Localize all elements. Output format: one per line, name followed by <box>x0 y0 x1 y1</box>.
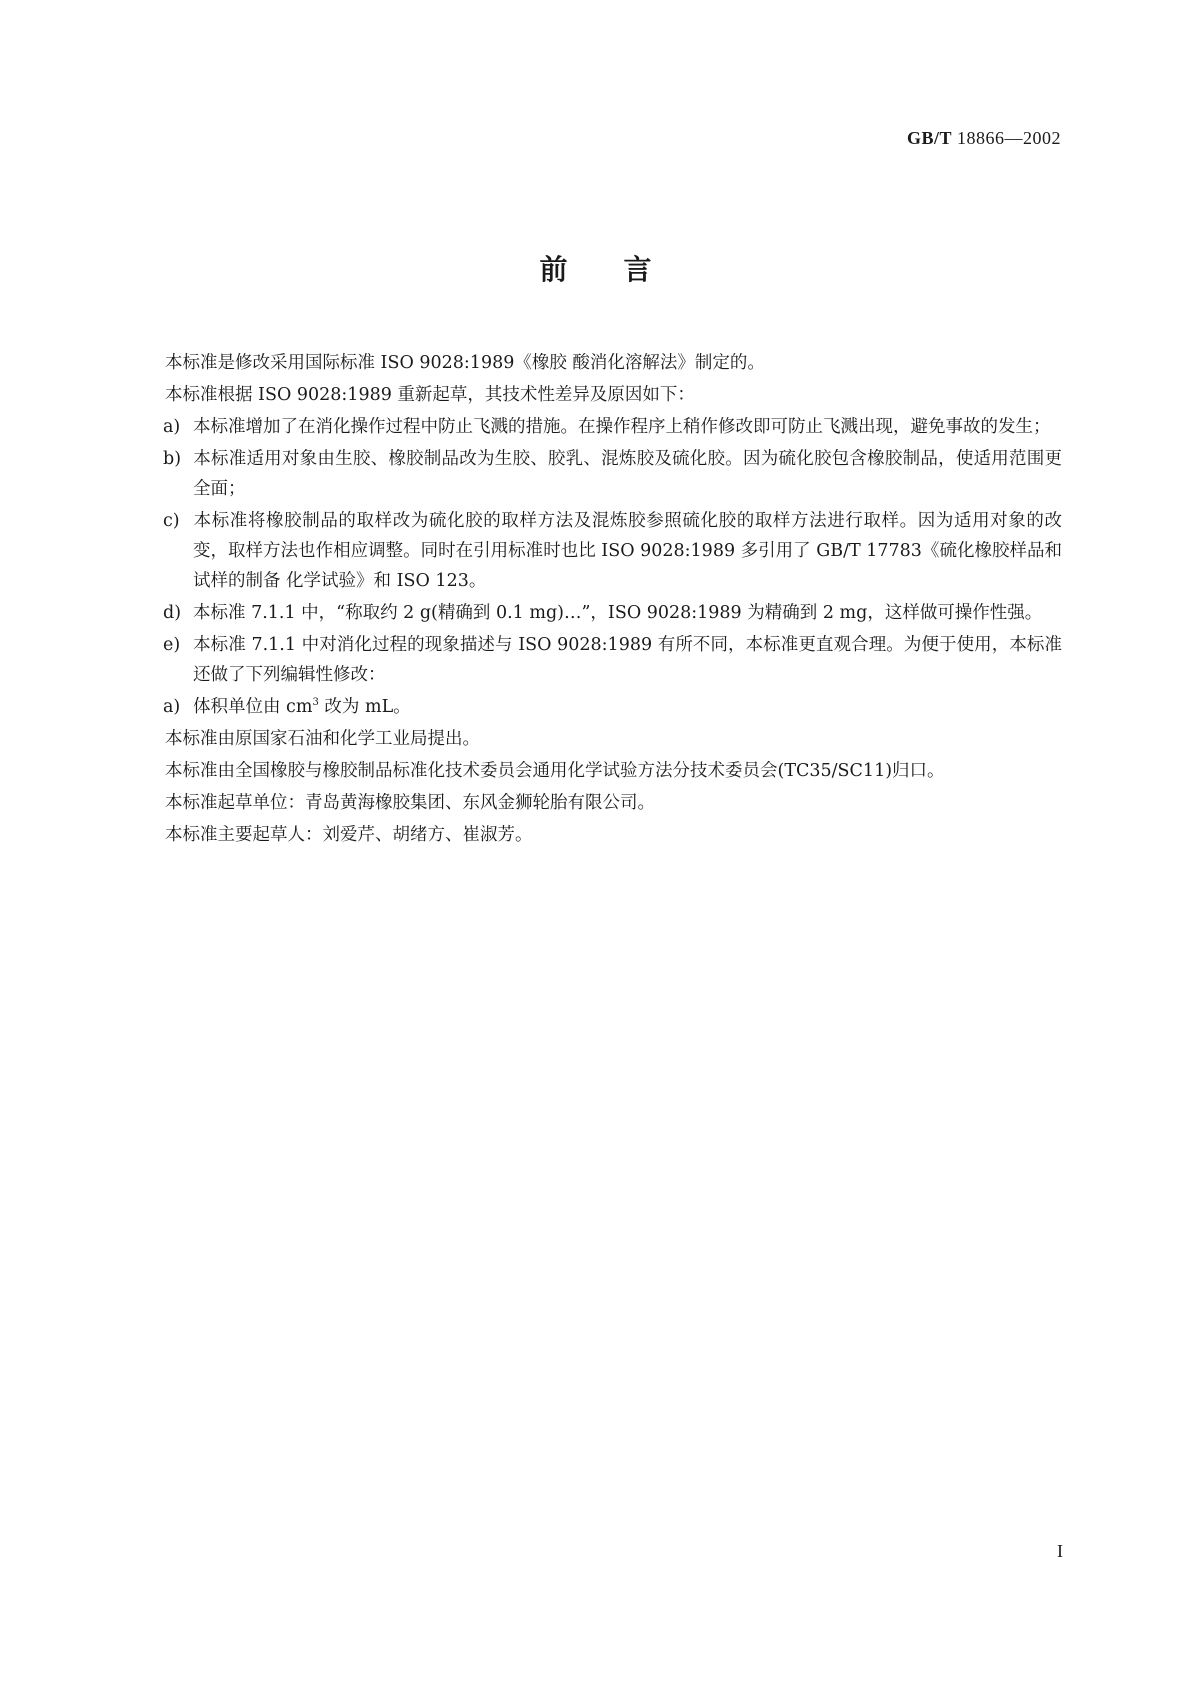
standard-code-prefix: GB/T <box>906 128 952 148</box>
list-item-text: 本标准适用对象由生胶、橡胶制品改为生胶、胶乳、混炼胶及硫化胶。因为硫化胶包含橡胶制品，使适用范围更全面； <box>193 449 1062 499</box>
paragraph-proposer: 本标准由原国家石油和化学工业局提出。 <box>165 729 480 749</box>
list-item-label: e) <box>163 635 181 655</box>
list-item-a <box>130 412 1062 442</box>
paragraph-adoption: 本标准是修改采用国际标准 ISO 9028:1989《橡胶 酸消化溶解法》制定的。 <box>165 353 765 373</box>
list-item-label: a) <box>163 697 181 717</box>
paragraph-drafters: 本标准主要起草人：刘爱芹、胡绪方、崔淑芳。 <box>165 825 533 845</box>
list-item-b <box>130 444 1062 504</box>
list-item-a-editorial <box>130 692 1062 722</box>
unit-superscript: 3 <box>312 697 319 709</box>
paragraph-drafting-units: 本标准起草单位：青岛黄海橡胶集团、东风金狮轮胎有限公司。 <box>165 793 655 813</box>
list-item-label: c) <box>163 511 180 531</box>
list-item-label: d) <box>163 603 182 623</box>
list-item-text: 本标准将橡胶制品的取样改为硫化胶的取样方法及混炼胶参照硫化胶的取样方法进行取样。因为适用对象的改变，取样方法也作相应调整。同时在引用标准时也比 ISO 9028:1989 多引用了 GB/T 17783《硫化橡胶样品和试样的制备 化学试验》和 ISO 123。 <box>193 511 1062 591</box>
list-item-text-before: 体积单位由 cm <box>193 697 313 717</box>
paragraph-committee: 本标准由全国橡胶与橡胶制品标准化技术委员会通用化学试验方法分技术委员会(TC35/SC11)归口。 <box>165 761 945 781</box>
paragraph-differences-intro: 本标准根据 ISO 9028:1989 重新起草，其技术性差异及原因如下： <box>165 385 695 405</box>
standard-code-number: 18866—2002 <box>957 128 1061 148</box>
list-item-text: 本标准 7.1.1 中对消化过程的现象描述与 ISO 9028:1989 有所不同，本标准更直观合理。为便于使用，本标准还做了下列编辑性修改： <box>193 635 1062 685</box>
page-title: 前言 <box>539 253 708 286</box>
standard-code <box>907 128 1061 149</box>
page-number: I <box>1057 1541 1063 1561</box>
list-item-label: b) <box>163 449 182 469</box>
list-item-text: 本标准增加了在消化操作过程中防止飞溅的措施。在操作程序上稍作修改即可防止飞溅出现，避免事故的发生； <box>193 417 1051 437</box>
document-body <box>130 348 1062 852</box>
list-item-text: 本标准 7.1.1 中，“称取约 2 g(精确到 0.1 mg)…”，ISO 9028:1989 为精确到 2 mg，这样做可操作性强。 <box>193 603 1043 623</box>
list-item-e <box>130 630 1062 690</box>
list-item-text-after: 改为 mL。 <box>318 697 411 717</box>
list-item-c <box>130 506 1062 596</box>
list-item-label: a) <box>163 417 181 437</box>
list-item-d <box>130 598 1062 628</box>
